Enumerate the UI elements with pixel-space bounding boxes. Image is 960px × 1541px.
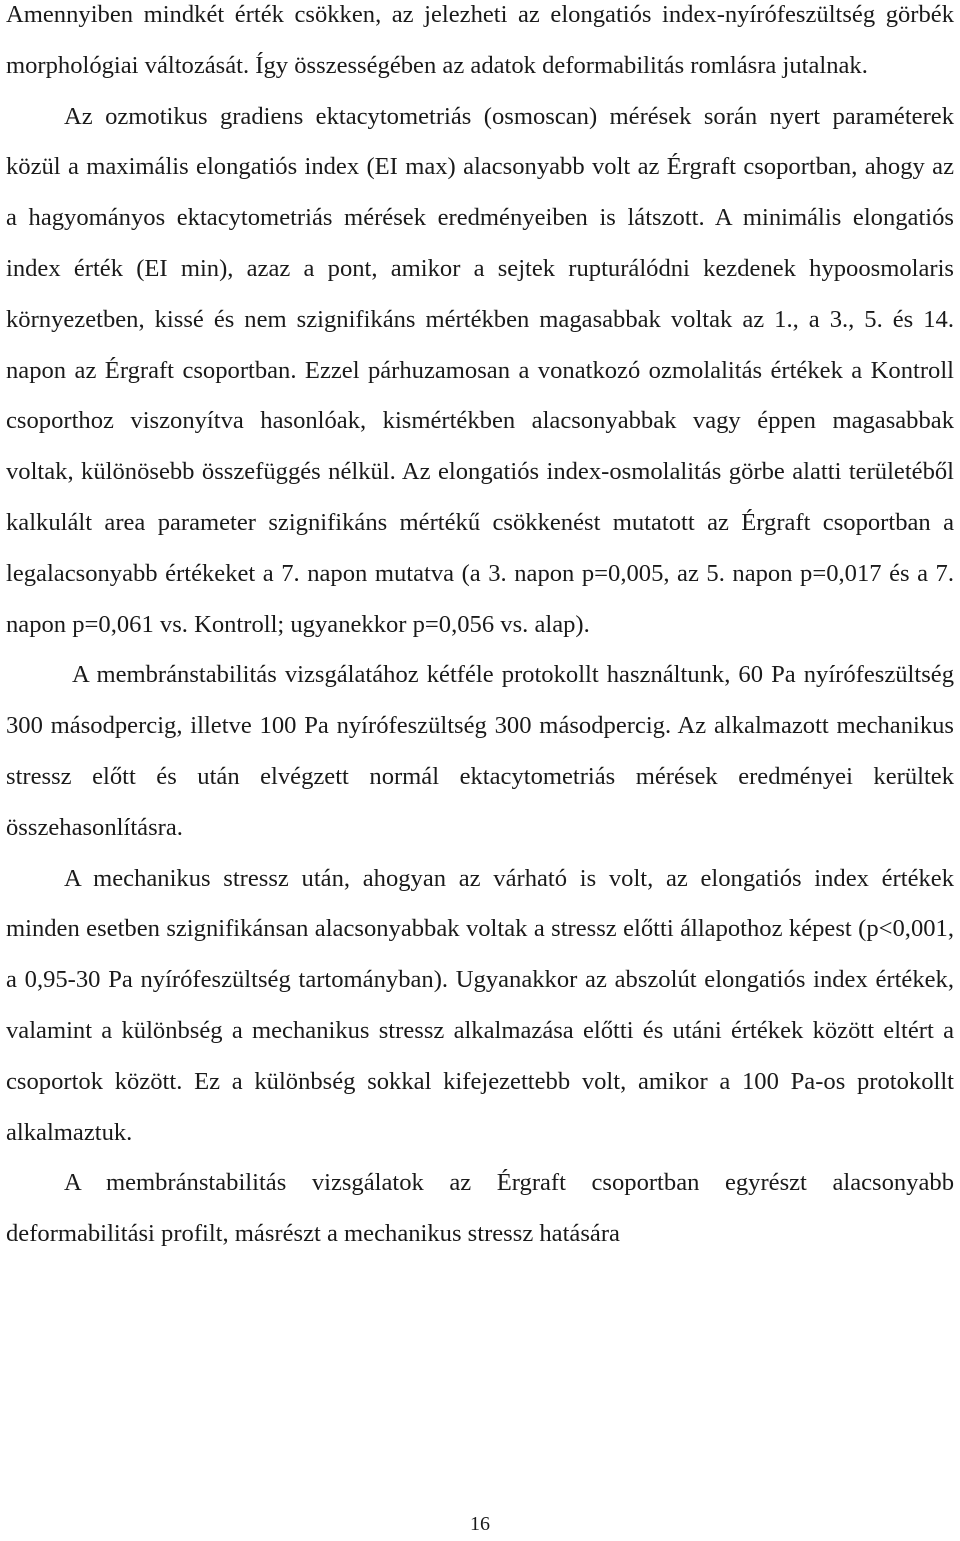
document-body <box>6 0 954 1260</box>
paragraph-2: Az ozmotikus gradiens ektacytometriás (osmoscan) mérések során nyert paraméterek közül a maximális elongatiós index (EI max) alacsonyabb volt az Érgraft csoportban, ahogy az a hagyományos ektacytometriás mérések eredményeiben is látszott. A minimális elongatiós index érték (EI min), azaz a pont, amikor a sejtek rupturálódni kezdenek hypoosmolaris környezetben, kissé és nem szignifikáns mértékben magasabbak voltak az 1., a 3., 5. és 14. napon az Érgraft csoportban. Ezzel párhuzamosan a vonatkozó ozmolalitás értékek a Kontroll csoporthoz viszonyítva hasonlóak, kismértékben alacsonyabbak vagy éppen magasabbak voltak, különösebb összefüggés nélkül. Az elongatiós index-osmolalitás görbe alatti területéből kalkulált area parameter szignifikáns mértékű csökkenést mutatott az Érgraft csoportban a legalacsonyabb értékeket a 7. napon mutatva (a 3. napon p=0,005, az 5. napon p=0,017 és a 7. napon p=0,061 vs. Kontroll; ugyanekkor p=0,056 vs. alap). <box>6 102 954 638</box>
paragraph-3: A membránstabilitás vizsgálatához kétféle protokollt használtunk, 60 Pa nyírófeszültség 300 másodpercig, illetve 100 Pa nyírófeszültség 300 másodpercig. Az alkalmazott mechanikus stressz előtt és után elvégzett normál ektacytometriás mérések eredményei kerültek összehasonlításra. <box>6 661 954 841</box>
paragraph-1: Amennyiben mindkét érték csökken, az jelezheti az elongatiós index-nyírófeszültség görbék morphológiai változását. Így összességében az adatok deformabilitás romlásra jutalnak. <box>6 1 954 79</box>
paragraph-5: A membránstabilitás vizsgálatok az Érgraft csoportban egyrészt alacsonyabb deformabilitási profilt, másrészt a mechanikus stressz hatására <box>6 1169 954 1248</box>
paragraph-4: A mechanikus stressz után, ahogyan az várható is volt, az elongatiós index értékek minden esetben szignifikánsan alacsonyabbak voltak a stressz előtti állapothoz képest (p<0,001, a 0,95-30 Pa nyírófeszültség tartományban). Ugyanakkor az abszolút elongatiós index értékek, valamint a különbség a mechanikus stressz alkalmazása előtti és utáni értékek között eltért a csoportok között. Ez a különbség sokkal kifejezettebb volt, amikor a 100 Pa-os protokollt alkalmaztuk. <box>6 864 954 1146</box>
page-number: 16 <box>470 1513 490 1535</box>
